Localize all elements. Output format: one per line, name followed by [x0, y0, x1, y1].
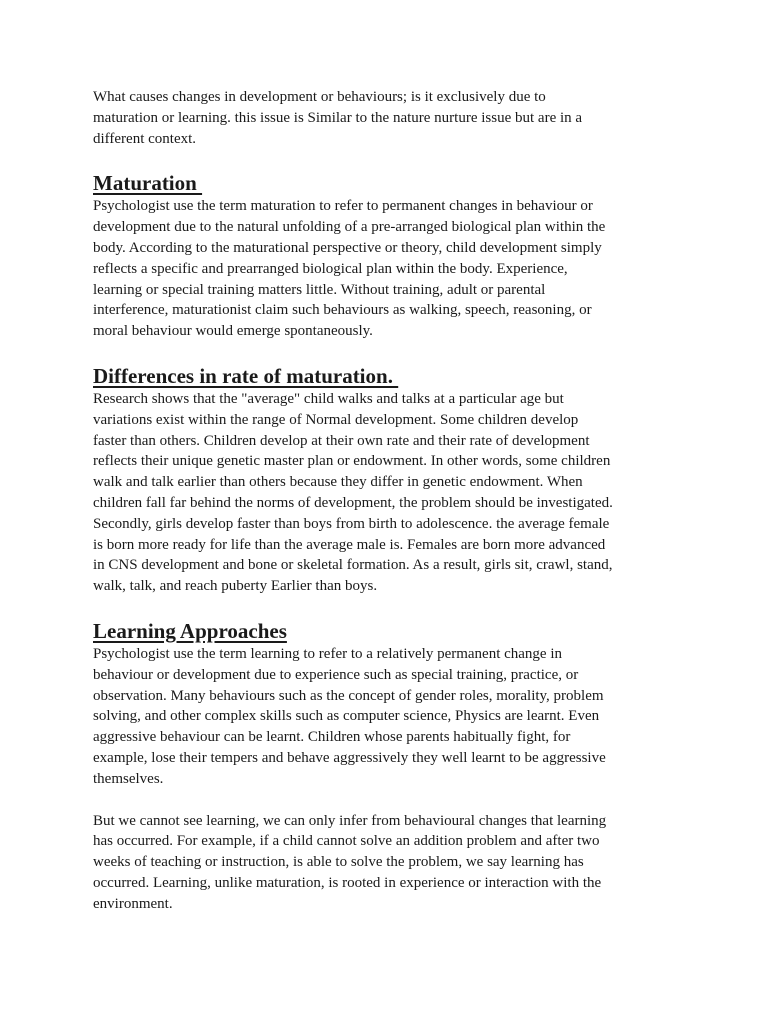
paragraph-differences-in-rate: Research shows that the "average" child walks and talks at a particular age but variations exist within the range of Normal development. Some children develop faster than others. Children develop at their own rate and their rate of development reflects their unique genetic master plan or endowment. In other words, some children walk and talk earlier than others because they differ in genetic endowment. When children fall far behind the norms of development, the problem should be investigated. Secondly, girls develop faster than boys from birth to adolescence. the average female is born more ready for life than the average male is. Females are born more advanced in CNS development and bone or skeletal formation. As a result, girls sit, crawl, stand, walk, talk, and reach puberty Earlier than boys.	[93, 390, 613, 595]
paragraph-maturation: Psychologist use the term maturation to refer to permanent changes in behaviour or development due to the natural unfolding of a pre-arranged biological plan within the body. According to the maturational perspective or theory, child development simply reflects a specific and prearranged biological plan within the body. Experience, learning or special training matters little. Without training, adult or parental interference, maturationist claim such behaviours as walking, speech, reasoning, or moral behaviour would emerge spontaneously.	[93, 198, 606, 340]
paragraph-learning-definition: Psychologist use the term learning to refer to a relatively permanent change in behaviour or development due to experience such as special training, practice, or observation. Many behaviours such as the concept of gender roles, morality, problem solving, and other complex skills such as computer science, Physics are learnt. Even aggressive behaviour can be learnt. Children whose parents habitually fight, for example, lose their tempers and behave aggressively they well learnt to be aggressive themselves.	[93, 645, 606, 787]
paragraph-learning-inference: But we cannot see learning, we can only infer from behavioural changes that learning has occurred. For example, if a child cannot solve an addition problem and after two weeks of teaching or instruction, is able to solve the problem, we say learning has occurred. Learning, unlike maturation, is rooted in experience or interaction with the environment.	[93, 812, 607, 912]
heading-differences-in-rate: Differences in rate of maturation.	[93, 363, 399, 388]
document-page	[93, 87, 683, 915]
heading-learning-approaches: Learning Approaches	[93, 618, 287, 643]
heading-maturation: Maturation	[93, 171, 203, 196]
intro-paragraph: What causes changes in development or behaviours; is it exclusively due to maturation or learning. this issue is Similar to the nature nurture issue but are in a different context.	[93, 89, 583, 147]
